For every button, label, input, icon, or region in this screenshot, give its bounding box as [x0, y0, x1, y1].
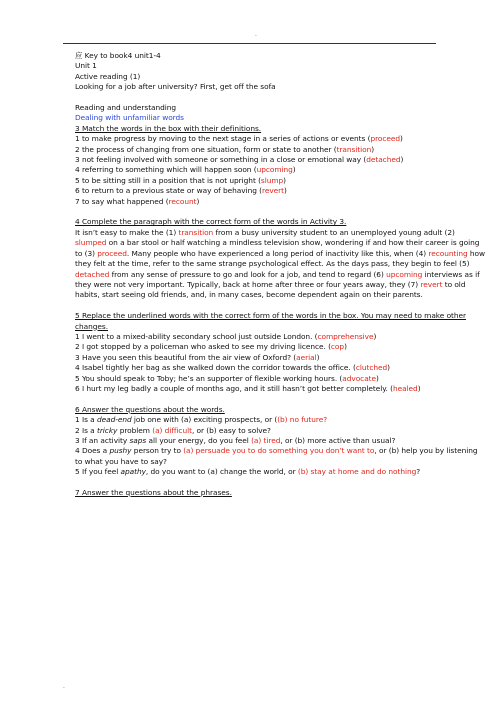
ex4-paragraph: It isn’t easy to make the (1) transition from a busy university student to an unemployed young adult (2) slumped on a bar stool or half watching a mindless television show, wondering if and how their career is going to (3) proceed. Many people who have experienced a long period of inactivity like this, when (4) recounting how they felt at the time, refer to the same strange psychological effect. As the days pass, they begin to feel (5) detached from any sense of pressure to go and look for a job, and tend to regard (6) upcoming interviews as if they were not very important. Typically, back at home after three or four years away, they (7) revert to old habits, start seeing old friends, and, in many cases, become dependent again on their parents.	[75, 227, 486, 300]
ex3-item: 1 to make progress by moving to the next stage in a series of actions or events (proceed)	[75, 134, 403, 144]
dealing-heading: Dealing with unfamiliar words	[75, 113, 184, 123]
answer: recount	[168, 196, 197, 206]
section-label: Active reading (1)	[75, 71, 141, 81]
ex3-item: 6 to return to a previous state or way of behaving (revert)	[75, 186, 287, 196]
footer-dot: .	[63, 683, 65, 690]
answer: aerial	[296, 352, 317, 362]
ex4-heading: 4 Complete the paragraph with the correct form of the words in Activity 3.	[75, 217, 347, 227]
answer: (a) difficult	[152, 425, 192, 435]
keyword: tricky	[96, 425, 118, 435]
answer: healed	[392, 383, 418, 393]
keyword: apathy	[120, 467, 146, 477]
answer: detached	[75, 269, 110, 279]
keyword: saps	[129, 435, 147, 445]
article-title: Looking for a job after university? First, get off the sofa	[75, 82, 276, 92]
answer: advocate	[342, 373, 377, 383]
ex5-item: 2 I got stopped by a policeman who asked to see my driving licence. (cop)	[75, 342, 347, 352]
ex3-item: 3 not feeling involved with someone or something in a close or emotional way (detached)	[75, 155, 404, 165]
answer: (a) persuade you to do something you don’t want to	[183, 446, 375, 456]
ex3-heading: 3 Match the words in the box with their definitions.	[75, 123, 262, 133]
answer: (b) no future?	[277, 415, 328, 425]
ex3-item: 4 referring to something which will happen soon (upcoming)	[75, 165, 296, 175]
ex6-question: 2 Is a tricky problem (a) difficult, or (b) easy to solve?	[75, 425, 271, 435]
answer: revert	[420, 279, 443, 289]
ex5-item: 3 Have you seen this beautiful from the air view of Oxford? (aerial)	[75, 352, 320, 362]
answer: slumped	[75, 238, 107, 248]
ex5-item: 6 I hurt my leg badly a couple of months ago, and it still hasn’t got better completely. (healed)	[75, 383, 421, 393]
answer: transition	[336, 144, 372, 154]
document-body	[75, 51, 485, 498]
answer: comprehensive	[317, 331, 374, 341]
answer: (a) tired	[251, 435, 281, 445]
answer: recounting	[428, 248, 468, 258]
header-dot: .	[255, 31, 257, 38]
ex6-question: 1 Is a dead-end job one with (a) exciting prospects, or ((b) no future?	[75, 415, 328, 425]
ex6-question: 4 Does a pushy person try to (a) persuade you to do something you don’t want to, or (b) help you by listening to what you have to say?	[75, 446, 478, 466]
ex5-item: 5 You should speak to Toby; he’s an supporter of flexible working hours. (advocate)	[75, 373, 379, 383]
ex6-question: 5 If you feel apathy, do you want to (a) change the world, or (b) stay at home and do nothing?	[75, 467, 421, 477]
reading-heading: Reading and understanding	[75, 103, 177, 113]
ex3-item: 5 to be sitting still in a position that is not upright (slump)	[75, 175, 286, 185]
answer: upcoming	[386, 269, 423, 279]
ex6-heading: 6 Answer the questions about the words.	[75, 404, 225, 414]
ex5-heading: 5 Replace the underlined words with the correct form of the words in the box. You may need to make other changes.	[75, 311, 467, 331]
ex6-question: 3 If an activity saps all your energy, do you feel (a) tired, or (b) more active than usual?	[75, 435, 396, 445]
unit-label: Unit 1	[75, 61, 97, 71]
answer: (b) stay at home and do nothing	[297, 467, 417, 477]
answer: detached	[366, 155, 401, 165]
ex3-item: 7 to say what happened (recount)	[75, 196, 200, 206]
answer: upcoming	[256, 165, 293, 175]
answer: slump	[260, 175, 284, 185]
ex5-item: 1 I went to a mixed-ability secondary school just outside London. (comprehensive)	[75, 331, 377, 341]
ex7-heading: 7 Answer the questions about the phrases.	[75, 487, 232, 497]
keyword: dead-end	[96, 415, 132, 425]
keyword: pushy	[109, 446, 132, 456]
answer: proceed	[370, 134, 401, 144]
answer: revert	[262, 186, 284, 196]
answer: proceed	[97, 248, 127, 258]
answer: clutched	[355, 363, 388, 373]
doc-title: 应 Key to book4 unit1-4	[75, 51, 161, 60]
header-rule	[63, 43, 436, 44]
ex5-item: 4 Isabel tightly her bag as she walked down the corridor towards the office. (clutched)	[75, 363, 390, 373]
answer: transition	[178, 227, 214, 237]
answer: cop	[330, 342, 345, 352]
ex3-item: 2 the process of changing from one situation, form or state to another (transition)	[75, 144, 375, 154]
